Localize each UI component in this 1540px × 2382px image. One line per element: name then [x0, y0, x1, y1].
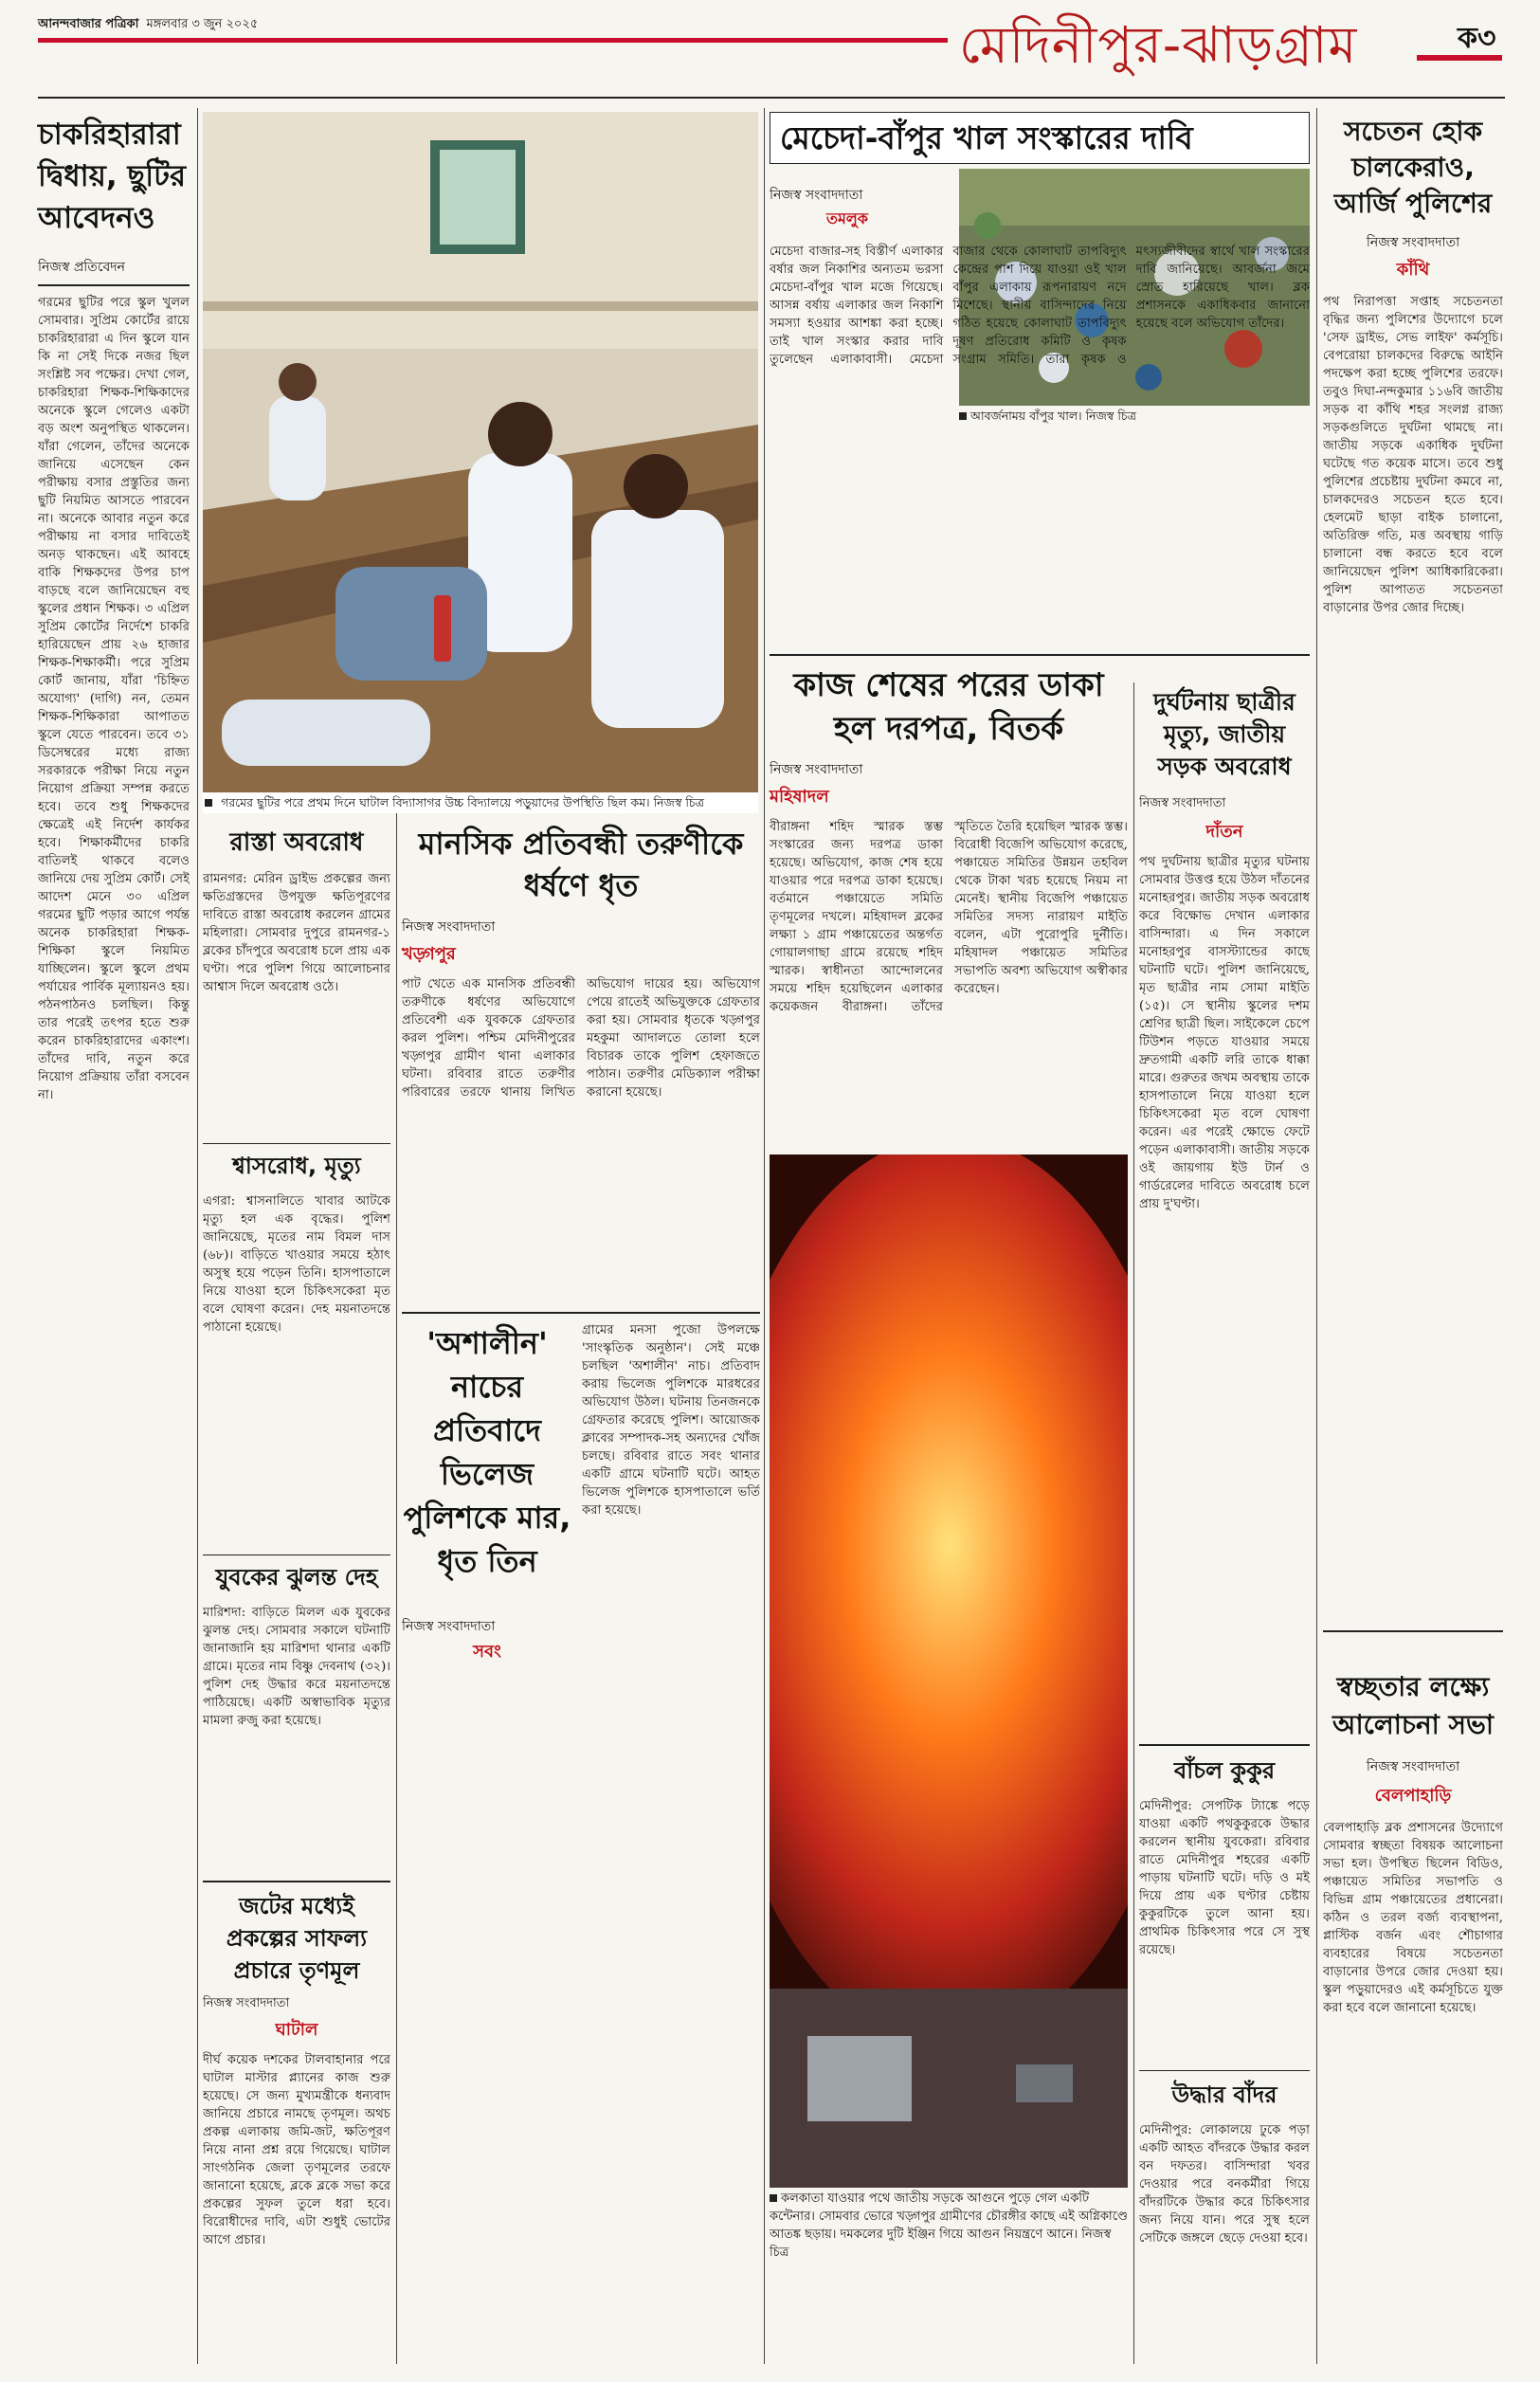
brief-suffocation-death	[203, 1149, 390, 1547]
brief-headline: রাস্তা অবরোধ	[229, 828, 364, 857]
byline: নিজস্ব প্রতিবেদন	[38, 260, 125, 275]
headline: স্বচ্ছতার লক্ষ্যে আলোচনা সভা	[1332, 1671, 1495, 1740]
section-title: মেদিনীপুর-ঝাড়গ্রাম	[959, 15, 1358, 75]
brief-body: মারিশদা: বাড়িতে মিলল এক যুবকের ঝুলন্ত দেহ। সোমবার সকালে ঘটনাটি জানাজানি হয় মারিশদা থানার একটি গ্রামে। মৃতের নাম বিষ্ণু দেবনাথ (৩২)। পুলিশ দেহ উদ্ধার করে ময়নাতদন্তে পাঠিয়েছে। একটি অস্বাভাবিক মৃত্যুর মামলা রুজু করা হয়েছে।	[203, 1606, 390, 1728]
masthead-red-bar-left	[38, 38, 948, 43]
dateline: সবং	[473, 1642, 501, 1662]
byline: নিজস্ব সংবাদদাতা	[203, 1996, 290, 2010]
article-drivers-awareness	[1323, 114, 1503, 1630]
caption-text: আবর্জনাময় বাঁপুর খাল। নিজস্ব চিত্র	[970, 409, 1136, 423]
fire-illustration	[770, 1155, 1128, 2188]
headline: চাকরিহারারা দ্বিধায়, ছুটির আবেদনও	[38, 118, 187, 235]
article-body: বীরাঙ্গনা শহিদ স্মারক স্তম্ভ সংস্কারের জন্য দরপত্র ডাকা হয়েছে। অভিযোগ, কাজ শেষ হয়ে যাওয়ার পরে দরপত্র ডাকা হয়েছে। বর্তমানে পঞ্চায়েতে সমিতি তৃণমূলের দখলে। মহিষাদল ব্লকের লক্ষ্যা ১ গ্রাম পঞ্চায়েতের অন্তর্গত গোয়ালগাছা গ্রামে রয়েছে শহিদ স্মারক। স্বাধীনতা আন্দোলনের সময়ে শহিদ হয়েছিলেন এলাকার কয়েকজন বীরাঙ্গনা। তাঁদের স্মৃতিতে তৈরি হয়েছিল স্মারক স্তম্ভ। বিরোধী বিজেপি অভিযোগ করেছে, পঞ্চায়েত সমিতির উন্নয়ন তহবিল থেকে টাকা খরচ হয়েছে নিয়ম না মেনেই। স্থানীয় বিজেপি পঞ্চায়েত সমিতির সদস্য নারায়ণ মাইতি বলেন, এটা পুরোপুরি দুর্নীতি। মহিষাদল পঞ্চায়েত সমিতির সভাপতি অবশ্য অভিযোগ অস্বীকার করেছেন।	[770, 820, 1128, 1014]
article-body: মেচেদা বাজার-সহ বিস্তীর্ণ এলাকার বর্ষার জল নিকাশির অন্যতম ভরসা মেচেদা-বাঁপুর খাল মজে গিয়েছে। আসন্ন বর্ষায় এলাকার জল নিকাশি সমস্যা হওয়ার আশঙ্কা করা হচ্ছে। তাই খাল সংস্কার করার দাবি তুলেছেন এলাকাবাসী। মেচেদা বাজার থেকে কোলাঘাট তাপবিদ্যুৎ কেন্দ্রের পাশ দিয়ে যাওয়া ওই খাল বাঁপুর এলাকায় রূপনারায়ণ নদে মিশেছে। স্থানীয় বাসিন্দাদের নিয়ে গঠিত হয়েছে কোলাঘাট তাপবিদ্যুৎ দূষণ প্রতিরোধ কমিটি ও কৃষক সংগ্রাম সমিতি। তারা কৃষক ও মৎস্যজীবীদের স্বার্থে খাল সংস্কারের দাবি জানিয়েছে। আবর্জনা জমে স্রোত হারিয়েছে খাল। ব্লক প্রশাসনকে একাধিকবার জানানো হয়েছে বলে অভিযোগ তাঁদের।	[770, 245, 1310, 367]
section-rule	[203, 1143, 390, 1144]
brief-headline: যুবকের ঝুলন্ত দেহ	[215, 1564, 378, 1591]
dateline: বেলপাহাড়ি	[1374, 1786, 1452, 1806]
byline: নিজস্ব সংবাদদাতা	[1366, 235, 1460, 250]
caption-marker	[770, 2194, 777, 2202]
dateline: মহিষাদল	[770, 787, 829, 807]
brief-hanging-body	[203, 1560, 390, 1873]
masthead-rule	[38, 97, 1505, 99]
container-fire-caption	[770, 2190, 1128, 2360]
article-canal	[770, 112, 1310, 652]
headline: 'অশালীন' নাচের প্রতিবাদে ভিলেজ পুলিশকে মার, ধৃত তিন	[403, 1325, 571, 1579]
classroom-photo	[203, 112, 758, 792]
column-rule	[197, 108, 198, 2364]
caption-text: কলকাতা যাওয়ার পথে জাতীয় সড়কে আগুনে পুড়ে গেল একটি কন্টেনার। সোমবার ভোরে খড়্গপুর গ্রামীণের চৌরঙ্গীর কাছে এই অগ্নিকাণ্ডে আতঙ্ক ছড়ায়। দমকলের দুটি ইঞ্জিন গিয়ে আগুন নিয়ন্ত্রণে আনে। নিজস্ব চিত্র	[770, 2191, 1128, 2260]
caption-marker	[205, 799, 212, 807]
article-body: পথ নিরাপত্তা সপ্তাহ সচেতনতা বৃদ্ধির জন্য পুলিশের উদ্যোগে চলে 'সেফ ড্রাইভ, সেভ লাইফ' কর্মসূচি। বেপরোয়া চালকদের বিরুদ্ধে আইনি পদক্ষেপ করা হচ্ছে পুলিশের তরফে। তবুও দিঘা-নন্দকুমার ১১৬বি জাতীয় সড়ক বা কাঁথি শহর সংলগ্ন রাজ্য সড়কগুলিতে দুর্ঘটনা থামছে না। জাতীয় সড়কে একাধিক দুর্ঘটনা ঘটেছে গত কয়েক মাসে। তবে শুধু পুলিশের প্রচেষ্টায় দুর্ঘটনা কমবে না, চালকদেরও সচেতন হতে হবে। হেলমেট ছাড়া বাইক চালানো, অতিরিক্ত গতি, মত্ত অবস্থায় গাড়ি চালানো বন্ধ করতে হবে বলে জানিয়েছেন পুলিশ আধিকারিকেরা। পুলিশ আপাতত সচেতনতা বাড়ানোর উপর জোর দিচ্ছে।	[1323, 295, 1503, 615]
byline: নিজস্ব সংবাদদাতা	[1139, 796, 1226, 810]
article-job-losers	[38, 114, 190, 2360]
article-cleanliness-meeting	[1323, 1640, 1503, 2360]
article-body: গ্রামের মনসা পুজো উপলক্ষে 'সাংস্কৃতিক অনুষ্ঠান'। সেই মঞ্চে চলছিল 'অশালীন' নাচ। প্রতিবাদ করায় ভিলেজ পুলিশকে মারধরের অভিযোগ উঠল। ঘটনায় তিনজনকে গ্রেফতার করেছে পুলিশ। আয়োজক ক্লাবের সম্পাদক-সহ অন্যদের খোঁজ চলছে। রবিবার রাতে সবং থানার একটি গ্রামে ঘটনাটি ঘটে। আহত ভিলেজ পুলিশকে হাসপাতালে ভর্তি করা হয়েছে।	[582, 1323, 760, 1518]
byline: নিজস্ব সংবাদদাতা	[402, 1619, 496, 1634]
article-master-plan	[203, 1890, 390, 2364]
byline: নিজস্ব সংবাদদাতা	[770, 188, 863, 203]
dateline: খড়্গপুর	[402, 944, 456, 964]
page-number: ক৩	[1458, 22, 1496, 55]
section-rule	[770, 654, 1310, 656]
brief-body: রামনগর: মেরিন ড্রাইভ প্রকল্পের জন্য ক্ষতিগ্রস্তদের উপযুক্ত ক্ষতিপূরণের দাবিতে রাস্তা অবরোধ করলেন গ্রামের মহিলারা। সোমবার দুপুরে রামনগর-১ ব্লকের চাঁদপুরে অবরোধ চলে প্রায় এক ঘণ্টা। পরে পুলিশ গিয়ে আলোচনার আশ্বাস দিলে অবরোধ ওঠে।	[203, 872, 390, 994]
byline-rule	[38, 284, 190, 286]
brief-body: মেদিনীপুর: লোকালয়ে ঢুকে পড়া একটি আহত বাঁদরকে উদ্ধার করল বন দফতর। বাসিন্দারা খবর দেওয়ার পরে বনকর্মীরা গিয়ে বাঁদরটিকে উদ্ধার করে চিকিৎসার জন্য নিয়ে যান। পরে সুস্থ হলে সেটিকে জঙ্গলে ছেড়ে দেওয়া হবে।	[1139, 2123, 1310, 2246]
byline: নিজস্ব সংবাদদাতা	[1366, 1759, 1460, 1774]
article-body: পথ দুর্ঘটনায় ছাত্রীর মৃত্যুর ঘটনায় সোমবার উত্তপ্ত হয়ে উঠল দাঁতনের মনোহরপুর। জাতীয় সড়ক অবরোধ করে বিক্ষোভ দেখান এলাকার বাসিন্দারা। এ দিন সকালে মনোহরপুর বাসস্ট্যান্ডের কাছে ঘটনাটি ঘটে। পুলিশ জানিয়েছে, মৃত ছাত্রীর নাম সোমা মাইতি (১৫)। সে স্থানীয় স্কুলের দশম শ্রেণির ছাত্রী ছিল। সাইকেলে চেপে টিউশন পড়তে যাওয়ার সময়ে দ্রুতগামী একটি লরি তাকে ধাক্কা মারে। গুরুতর জখম অবস্থায় তাকে হাসপাতালে নিয়ে যাওয়া হলে চিকিৎসকেরা মৃত বলে ঘোষণা করেন। এর পরেই ক্ষোভে ফেটে পড়েন এলাকাবাসী। জাতীয় সড়কে ওই জায়গায় ইউ টার্ন ও গার্ডরেলের দাবিতে অবরোধ চলে প্রায় দু'ঘণ্টা।	[1139, 855, 1310, 1211]
section-rule	[1139, 1744, 1310, 1746]
headline: দুর্ঘটনায় ছাত্রীর মৃত্যু, জাতীয় সড়ক অবরোধ	[1153, 688, 1295, 780]
paper-name: আনন্দবাজার পত্রিকা	[38, 17, 139, 31]
section-rule	[1323, 1630, 1503, 1632]
issue-date: মঙ্গলবার ৩ জুন ২০২৫	[146, 17, 259, 31]
headline: জটের মধ্যেই প্রকল্পের সাফল্য প্রচারে তৃণমূল	[226, 1893, 368, 1984]
column-rule	[1316, 108, 1317, 2364]
photo-caption	[770, 2190, 1128, 2262]
article-village-police-attack	[402, 1321, 760, 2364]
article-body: পাট খেতে এক মানসিক প্রতিবন্ধী তরুণীকে ধর্ষণের অভিযোগে প্রতিবেশী এক যুবককে গ্রেফতার করল পুলিশ। পশ্চিম মেদিনীপুরের খড়্গপুর গ্রামীণ থানা এলাকার ঘটনা। রবিবার রাতে তরুণীর পরিবারের তরফে থানায় লিখিত অভিযোগ দায়ের হয়। অভিযোগ পেয়ে রাতেই অভিযুক্তকে গ্রেফতার করা হয়। সোমবার ধৃতকে খড়্গপুর মহকুমা আদালতে তোলা হলে বিচারক তাকে পুলিশ হেফাজতে পাঠান। তরুণীর মেডিক্যাল পরীক্ষা করানো হয়েছে।	[402, 977, 760, 1100]
dateline: দাঁতন	[1205, 822, 1243, 842]
article-assault-arrest	[402, 823, 760, 1297]
article-body: গরমের ছুটির পরে স্কুল খুলল সোমবার। সুপ্রিম কোর্টের রায়ে চাকরিহারারা এ দিন স্কুলে যান কি না সেই দিকে নজর ছিল সংশ্লিষ্ট সব পক্ষের। দেখা গেল, চাকরিহারা শিক্ষক-শিক্ষিকাদের অনেকে স্কুলে গেলেও একটা বড় অংশ অনুপস্থিত থাকলেন। যাঁরা গেলেন, তাঁদের অনেকে জানিয়ে এসেছেন কেন পরীক্ষায় বসার প্রস্তুতির জন্য ছুটি নিয়মিত আসতে পারবেন না। অনেকে আবার নতুন করে পরীক্ষায় না বসার দাবিতেই অনড় থাকছেন। এই আবহে বাকি শিক্ষকদের উপর চাপ বাড়ছে বলে জানিয়েছেন বহু স্কুলের প্রধান শিক্ষক। ৩ এপ্রিল সুপ্রিম কোর্টের নির্দেশে চাকরি হারিয়েছেন প্রায় ২৬ হাজার শিক্ষক-শিক্ষাকর্মী। পরে সুপ্রিম কোর্ট জানায়, যাঁরা 'চিহ্নিত অযোগ্য' (দাগি) নন, তেমন শিক্ষক-শিক্ষিকারা আপাতত স্কুলে যেতে পারবেন। তবে ৩১ ডিসেম্বরের মধ্যে রাজ্য সরকারকে পরীক্ষা নিয়ে নতুন নিয়োগ প্রক্রিয়া সম্পন্ন করতে হবে। তবে শুধু শিক্ষকদের ক্ষেত্রেই এই নির্দেশ কার্যকর হবে। শিক্ষাকর্মীদের চাকরি বাতিলই থাকবে বলেও জানিয়ে দেয় সুপ্রিম কোর্ট। সেই আদেশ মেনে ৩০ এপ্রিল গরমের ছুটি পড়ার আগে পর্যন্ত অনেক চাকরিহারা শিক্ষক-শিক্ষিকা স্কুলে নিয়মিত যাচ্ছিলেন। স্কুলে স্কুলে প্রথম পর্যায়ের পার্বিক মূল্যায়নও হয়। পঠনপাঠনও চলছিল। কিন্তু তার পরেই তৎপর হতে শুরু করেন চাকরিহারাদের একাংশ। তাঁদের দাবি, নতুন করে নিয়োগ প্রক্রিয়ায় তাঁরা বসবেন না।	[38, 296, 190, 1102]
classroom-illustration	[203, 112, 758, 792]
section-rule	[203, 1881, 390, 1882]
brief-headline: শ্বাসরোধ, মৃত্যু	[232, 1153, 361, 1179]
dateline: ঘাটাল	[275, 2020, 318, 2040]
masthead-paper-date	[38, 15, 258, 35]
article-body: বেলপাহাড়ি ব্লক প্রশাসনের উদ্যোগে সোমবার স্বচ্ছতা বিষয়ক আলোচনা সভা হল। উপস্থিত ছিলেন বিডিও, পঞ্চায়েত সমিতির সভাপতি ও বিভিন্ন গ্রাম পঞ্চায়েতের প্রধানেরা। কঠিন ও তরল বর্জ্য ব্যবস্থাপনা, প্লাস্টিক বর্জন এবং শৌচাগার ব্যবহারের বিষয়ে সচেতনতা বাড়ানোর উপরে জোর দেওয়া হয়। স্কুল পড়ুয়াদেরও এই কর্মসূচিতে যুক্ত করা হবে বলে জানানো হয়েছে।	[1323, 1821, 1503, 2015]
headline: মেচেদা-বাঁপুর খাল সংস্কারের দাবি	[770, 112, 1310, 164]
brief-headline: বাঁচল কুকুর	[1173, 1757, 1276, 1784]
masthead-red-bar-right	[1417, 55, 1502, 61]
column-rule	[396, 796, 397, 2364]
brief-dog-rescued	[1139, 1754, 1310, 2038]
classroom-photo-caption	[203, 792, 758, 813]
section-rule	[1139, 2070, 1310, 2071]
headline: সচেতন হোক চালকেরাও, আর্জি পুলিশের	[1333, 116, 1493, 219]
section-rule	[402, 1312, 760, 1314]
dateline: কাঁথি	[1396, 260, 1430, 280]
byline: নিজস্ব সংবাদদাতা	[402, 919, 496, 935]
byline: নিজস্ব সংবাদদাতা	[770, 762, 863, 777]
brief-body: এগরা: শ্বাসনালিতে খাবার আটকে মৃত্যু হল এক বৃদ্ধের। পুলিশ জানিয়েছে, মৃতের নাম বিমল দাস (৬৮)। বাড়িতে খাওয়ার সময়ে হঠাৎ অসুস্থ হয়ে পড়েন তিনি। হাসপাতালে নিয়ে যাওয়া হলে চিকিৎসকেরা মৃত বলে ঘোষণা করেন। দেহ ময়নাতদন্তে পাঠানো হয়েছে।	[203, 1194, 390, 1335]
article-body: দীর্ঘ কয়েক দশকের টালবাহানার পরে ঘাটাল মাস্টার প্ল্যানের কাজ শুরু হয়েছে। সে জন্য মুখ্যমন্ত্রীকে ধন্যবাদ জানিয়ে প্রচারে নামছে তৃণমূল। অথচ প্রকল্প এলাকায় জমি-জট, ক্ষতিপূরণ নিয়ে নানা প্রশ্ন রয়ে গিয়েছে। ঘাটাল সাংগঠনিক জেলা তৃণমূলের তরফে জানানো হয়েছে, ব্লকে ব্লকে সভা করে প্রকল্পের সুফল তুলে ধরা হবে। বিরোধীদের দাবি, এটা শুধুই ভোটের আগে প্রচার।	[203, 2053, 390, 2247]
article-student-death	[1139, 686, 1310, 1691]
column-rule	[764, 108, 765, 2364]
photo-caption: গরমের ছুটির পরে প্রথম দিনে ঘাটাল বিদ্যাসাগর উচ্চ বিদ্যালয়ে পড়ুয়াদের উপস্থিতি ছিল কম। নিজস্ব চিত্র	[221, 795, 704, 809]
brief-road-blockade	[203, 823, 390, 1136]
column-rule	[1133, 682, 1134, 2364]
brief-monkey-rescued	[1139, 2078, 1310, 2362]
container-fire-photo	[770, 1155, 1128, 2188]
headline: মানসিক প্রতিবন্ধী তরুণীকে ধর্ষণে ধৃত	[418, 826, 744, 903]
brief-headline: উদ্ধার বাঁদর	[1171, 2082, 1277, 2108]
dateline: তমলুক	[826, 209, 869, 227]
brief-body: মেদিনীপুর: সেপটিক ট্যাঙ্কে পড়ে যাওয়া একটি পথকুকুরকে উদ্ধার করলেন স্থানীয় যুবকেরা। রবিবার রাতে মেদিনীপুর শহরের একটি পাড়ায় ঘটনাটি ঘটে। দড়ি ও মই দিয়ে প্রায় এক ঘণ্টার চেষ্টায় কুকুরটিকে তুলে আনা হয়। প্রাথমিক চিকিৎসার পরে সে সুস্থ রয়েছে।	[1139, 1799, 1310, 1957]
masthead	[0, 0, 1540, 104]
headline: কাজ শেষের পরের ডাকা হল দরপত্র, বিতর্ক	[793, 666, 1104, 748]
